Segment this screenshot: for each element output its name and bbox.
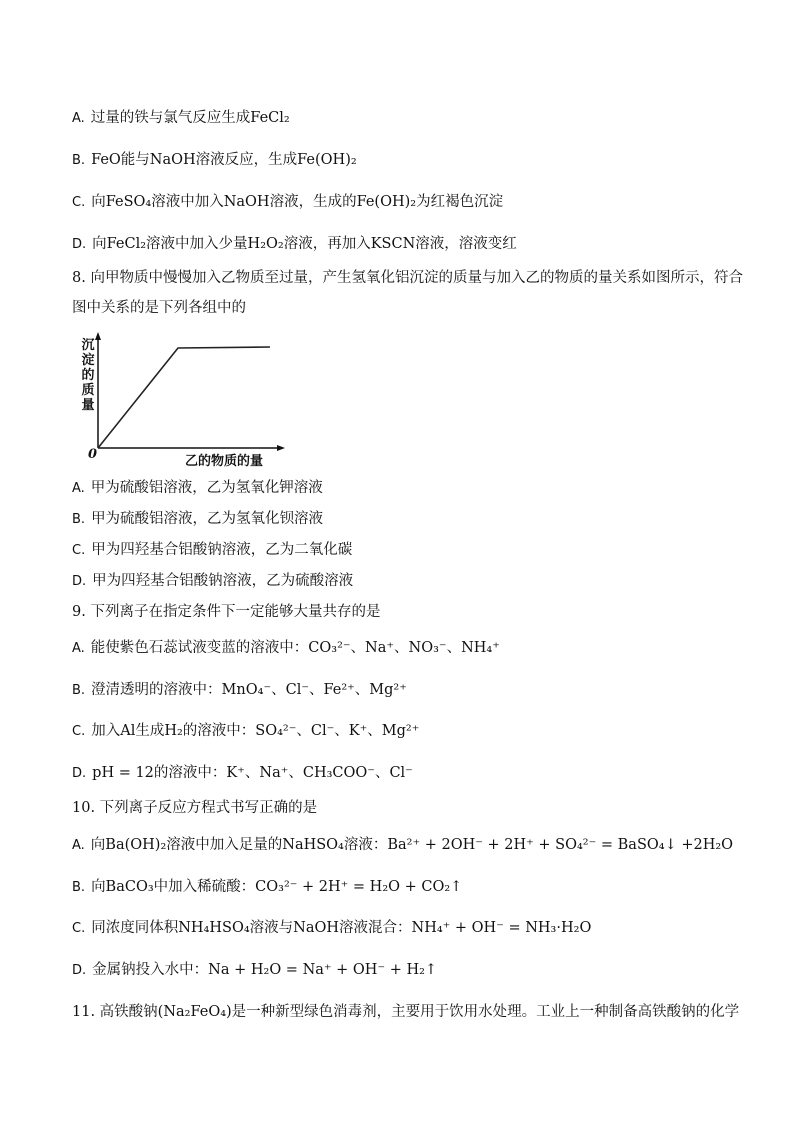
x-axis-arrow — [277, 445, 285, 451]
q7-option-c: C. 向FeSO₄溶液中加入NaOH溶液，生成的Fe(OH)₂为红褐色沉淀 — [72, 194, 504, 210]
q8-graph — [80, 330, 290, 470]
q7-option-a: A. 过量的铁与氯气反应生成FeCl₂ — [72, 110, 290, 126]
q7-option-d: D. 向FeCl₂溶液中加入少量H₂O₂溶液，再加入KSCN溶液，溶液变红 — [72, 236, 517, 252]
q9-stem: 9. 下列离子在指定条件下一定能够大量共存的是 — [72, 604, 381, 620]
q8-stem-line1: 8. 向甲物质中慢慢加入乙物质至过量，产生氢氧化铝沉淀的质量与加入乙的物质的量关系如图所示，符合 — [72, 270, 743, 286]
q10-option-d: D. 金属钠投入水中：Na + H₂O = Na⁺ + OH⁻ + H₂↑ — [72, 962, 438, 978]
q10-stem: 10. 下列离子反应方程式书写正确的是 — [72, 800, 318, 816]
q8-option-c: C. 甲为四羟基合铝酸钠溶液，乙为二氧化碳 — [72, 542, 353, 558]
q8-stem-line2: 图中关系的是下列各组中的 — [72, 300, 246, 316]
q9-option-a: A. 能使紫色石蕊试液变蓝的溶液中：CO₃²⁻、Na⁺、NO₃⁻、NH₄⁺ — [72, 640, 500, 656]
q10-option-b: B. 向BaCO₃中加入稀硫酸：CO₃²⁻ + 2H⁺ = H₂O + CO₂↑ — [72, 879, 463, 895]
q7-option-b: B. FeO能与NaOH溶液反应，生成Fe(OH)₂ — [72, 152, 357, 168]
q9-option-c: C. 加入Al生成H₂的溶液中：SO₄²⁻、Cl⁻、K⁺、Mg²⁺ — [72, 723, 420, 739]
q8-graph-svg — [80, 330, 290, 470]
q9-option-d: D. pH = 12的溶液中：K⁺、Na⁺、CH₃COO⁻、Cl⁻ — [72, 765, 413, 781]
q11-stem: 11. 高铁酸钠(Na₂FeO₄)是一种新型绿色消毒剂，主要用于饮用水处理。工业上一种制备高铁酸钠的化学 — [72, 1004, 740, 1020]
graph-x-label: 乙的物质的量 — [185, 454, 264, 469]
q9-option-b: B. 澄清透明的溶液中：MnO₄⁻、Cl⁻、Fe²⁺、Mg²⁺ — [72, 682, 407, 698]
q10-option-a: A. 向Ba(OH)₂溶液中加入足量的NaHSO₄溶液：Ba²⁺ + 2OH⁻ + 2H⁺ + SO₄²⁻ = BaSO₄↓ +2H₂O — [72, 837, 734, 853]
q8-option-a: A. 甲为硫酸铝溶液，乙为氢氧化钾溶液 — [72, 480, 323, 496]
precipitate-curve — [98, 347, 270, 448]
q8-option-b: B. 甲为硫酸铝溶液，乙为氢氧化钡溶液 — [72, 511, 324, 527]
graph-origin-label: 0 — [88, 447, 98, 462]
q10-option-c: C. 同浓度同体积NH₄HSO₄溶液与NaOH溶液混合：NH₄⁺ + OH⁻ = NH₃·H₂O — [72, 920, 592, 936]
graph-y-label: 沉淀的质量 — [81, 338, 95, 413]
q8-option-d: D. 甲为四羟基合铝酸钠溶液，乙为硫酸溶液 — [72, 573, 354, 589]
